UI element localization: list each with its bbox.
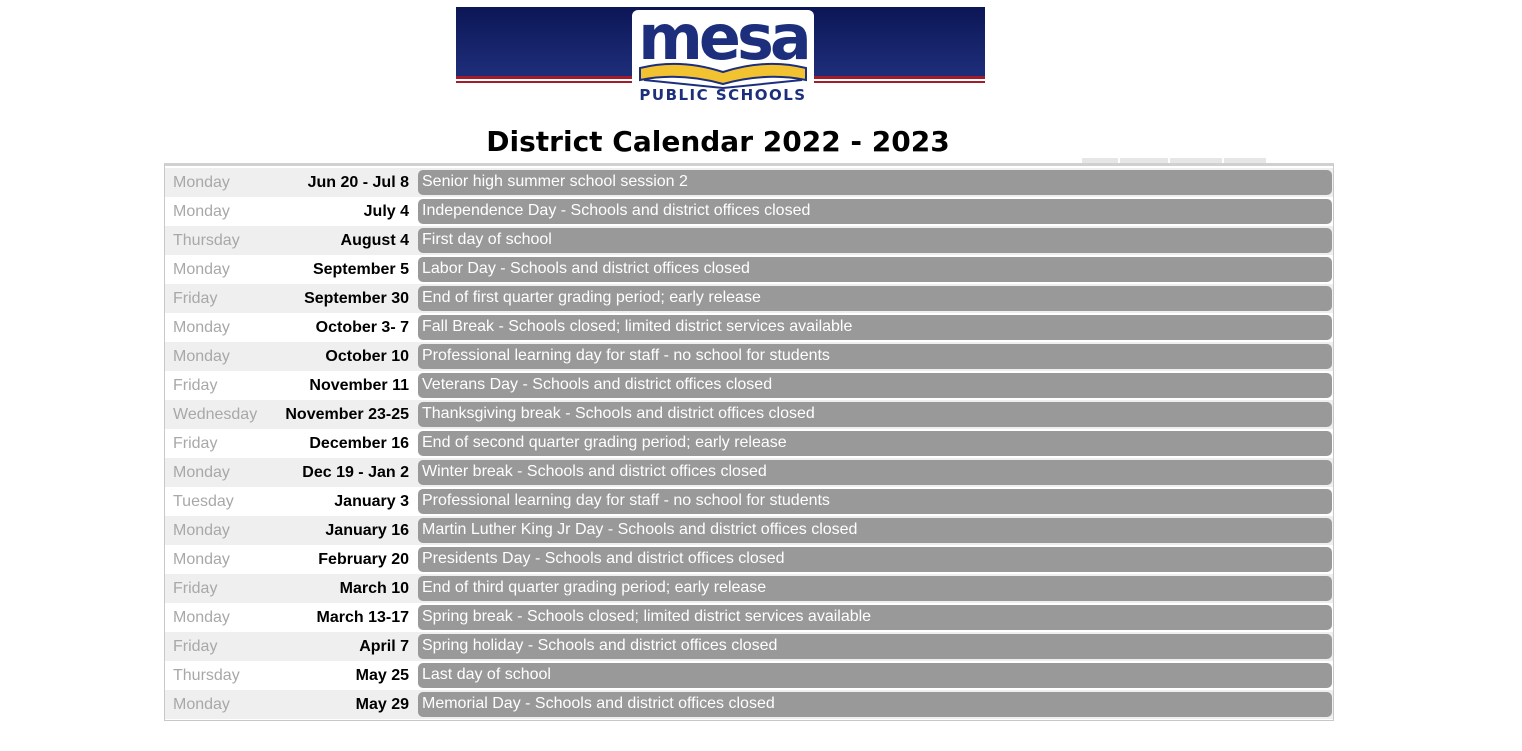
event-date: May 25 [355,667,409,684]
table-row [165,313,1333,342]
event-weekday: Friday [173,290,218,307]
event-weekday: Monday [173,174,230,191]
event-description[interactable]: Winter break - Schools and district offices closed [418,460,1332,485]
table-row [165,429,1333,458]
event-description[interactable]: End of first quarter grading period; early release [418,286,1332,311]
event-weekday: Friday [173,377,218,394]
event-description[interactable]: Last day of school [418,663,1332,688]
event-date: Jun 20 - Jul 8 [307,174,409,191]
event-date: January 16 [325,522,409,539]
event-description[interactable]: Presidents Day - Schools and district offices closed [418,547,1332,572]
event-description[interactable]: Spring break - Schools closed; limited district services available [418,605,1332,630]
event-weekday: Monday [173,348,230,365]
table-row [165,342,1333,371]
event-date: July 4 [363,203,409,220]
event-weekday: Thursday [173,232,240,249]
event-date: March 13-17 [316,609,409,626]
event-weekday: Monday [173,261,230,278]
event-weekday: Monday [173,203,230,220]
event-weekday: Friday [173,638,218,655]
table-row [165,168,1333,197]
event-weekday: Monday [173,551,230,568]
event-description[interactable]: Memorial Day - Schools and district offices closed [418,692,1332,717]
logo-wordmark: mesa [638,1,808,74]
table-row [165,690,1333,719]
event-weekday: Monday [173,522,230,539]
event-description[interactable]: Veterans Day - Schools and district offices closed [418,373,1332,398]
event-description[interactable]: Labor Day - Schools and district offices closed [418,257,1332,282]
event-description[interactable]: Fall Break - Schools closed; limited district services available [418,315,1332,340]
event-weekday: Monday [173,609,230,626]
event-description[interactable]: Martin Luther King Jr Day - Schools and district offices closed [418,518,1332,543]
table-row [165,603,1333,632]
event-date: May 29 [355,696,409,713]
event-date: December 16 [309,435,409,452]
table-row [165,632,1333,661]
event-date: Dec 19 - Jan 2 [302,464,409,481]
event-description[interactable]: End of second quarter grading period; early release [418,431,1332,456]
table-row [165,545,1333,574]
event-weekday: Friday [173,580,218,597]
event-weekday: Thursday [173,667,240,684]
event-date: November 11 [309,377,409,394]
event-weekday: Tuesday [173,493,234,510]
event-description[interactable]: End of third quarter grading period; early release [418,576,1332,601]
event-date: August 4 [340,232,409,249]
table-row [165,284,1333,313]
event-description[interactable]: Senior high summer school session 2 [418,170,1332,195]
mesa-public-schools-logo[interactable] [630,1,816,106]
table-row [165,516,1333,545]
page-title: District Calendar 2022 - 2023 [486,125,950,158]
event-weekday: Friday [173,435,218,452]
table-row [165,661,1333,690]
event-weekday: Monday [173,464,230,481]
event-date: April 7 [359,638,409,655]
event-date: October 3- 7 [315,319,409,336]
table-row [165,574,1333,603]
event-date: September 5 [312,261,409,278]
event-description[interactable]: First day of school [418,228,1332,253]
event-date: November 23-25 [285,406,409,423]
logo-subtitle: PUBLIC SCHOOLS [639,86,807,104]
table-row [165,197,1333,226]
table-row [165,226,1333,255]
event-date: March 10 [339,580,409,597]
table-row [165,400,1333,429]
event-date: October 10 [325,348,409,365]
event-weekday: Monday [173,696,230,713]
table-row [165,487,1333,516]
event-description[interactable]: Independence Day - Schools and district offices closed [418,199,1332,224]
calendar-table [164,163,1334,721]
event-weekday: Wednesday [173,406,258,423]
event-date: February 20 [318,551,409,568]
table-row [165,458,1333,487]
event-date: September 30 [304,290,409,307]
table-row [165,371,1333,400]
event-description[interactable]: Thanksgiving break - Schools and district offices closed [418,402,1332,427]
event-date: January 3 [334,493,409,510]
event-weekday: Monday [173,319,230,336]
event-description[interactable]: Professional learning day for staff - no school for students [418,344,1332,369]
event-description[interactable]: Spring holiday - Schools and district offices closed [418,634,1332,659]
event-description[interactable]: Professional learning day for staff - no school for students [418,489,1332,514]
table-row [165,255,1333,284]
